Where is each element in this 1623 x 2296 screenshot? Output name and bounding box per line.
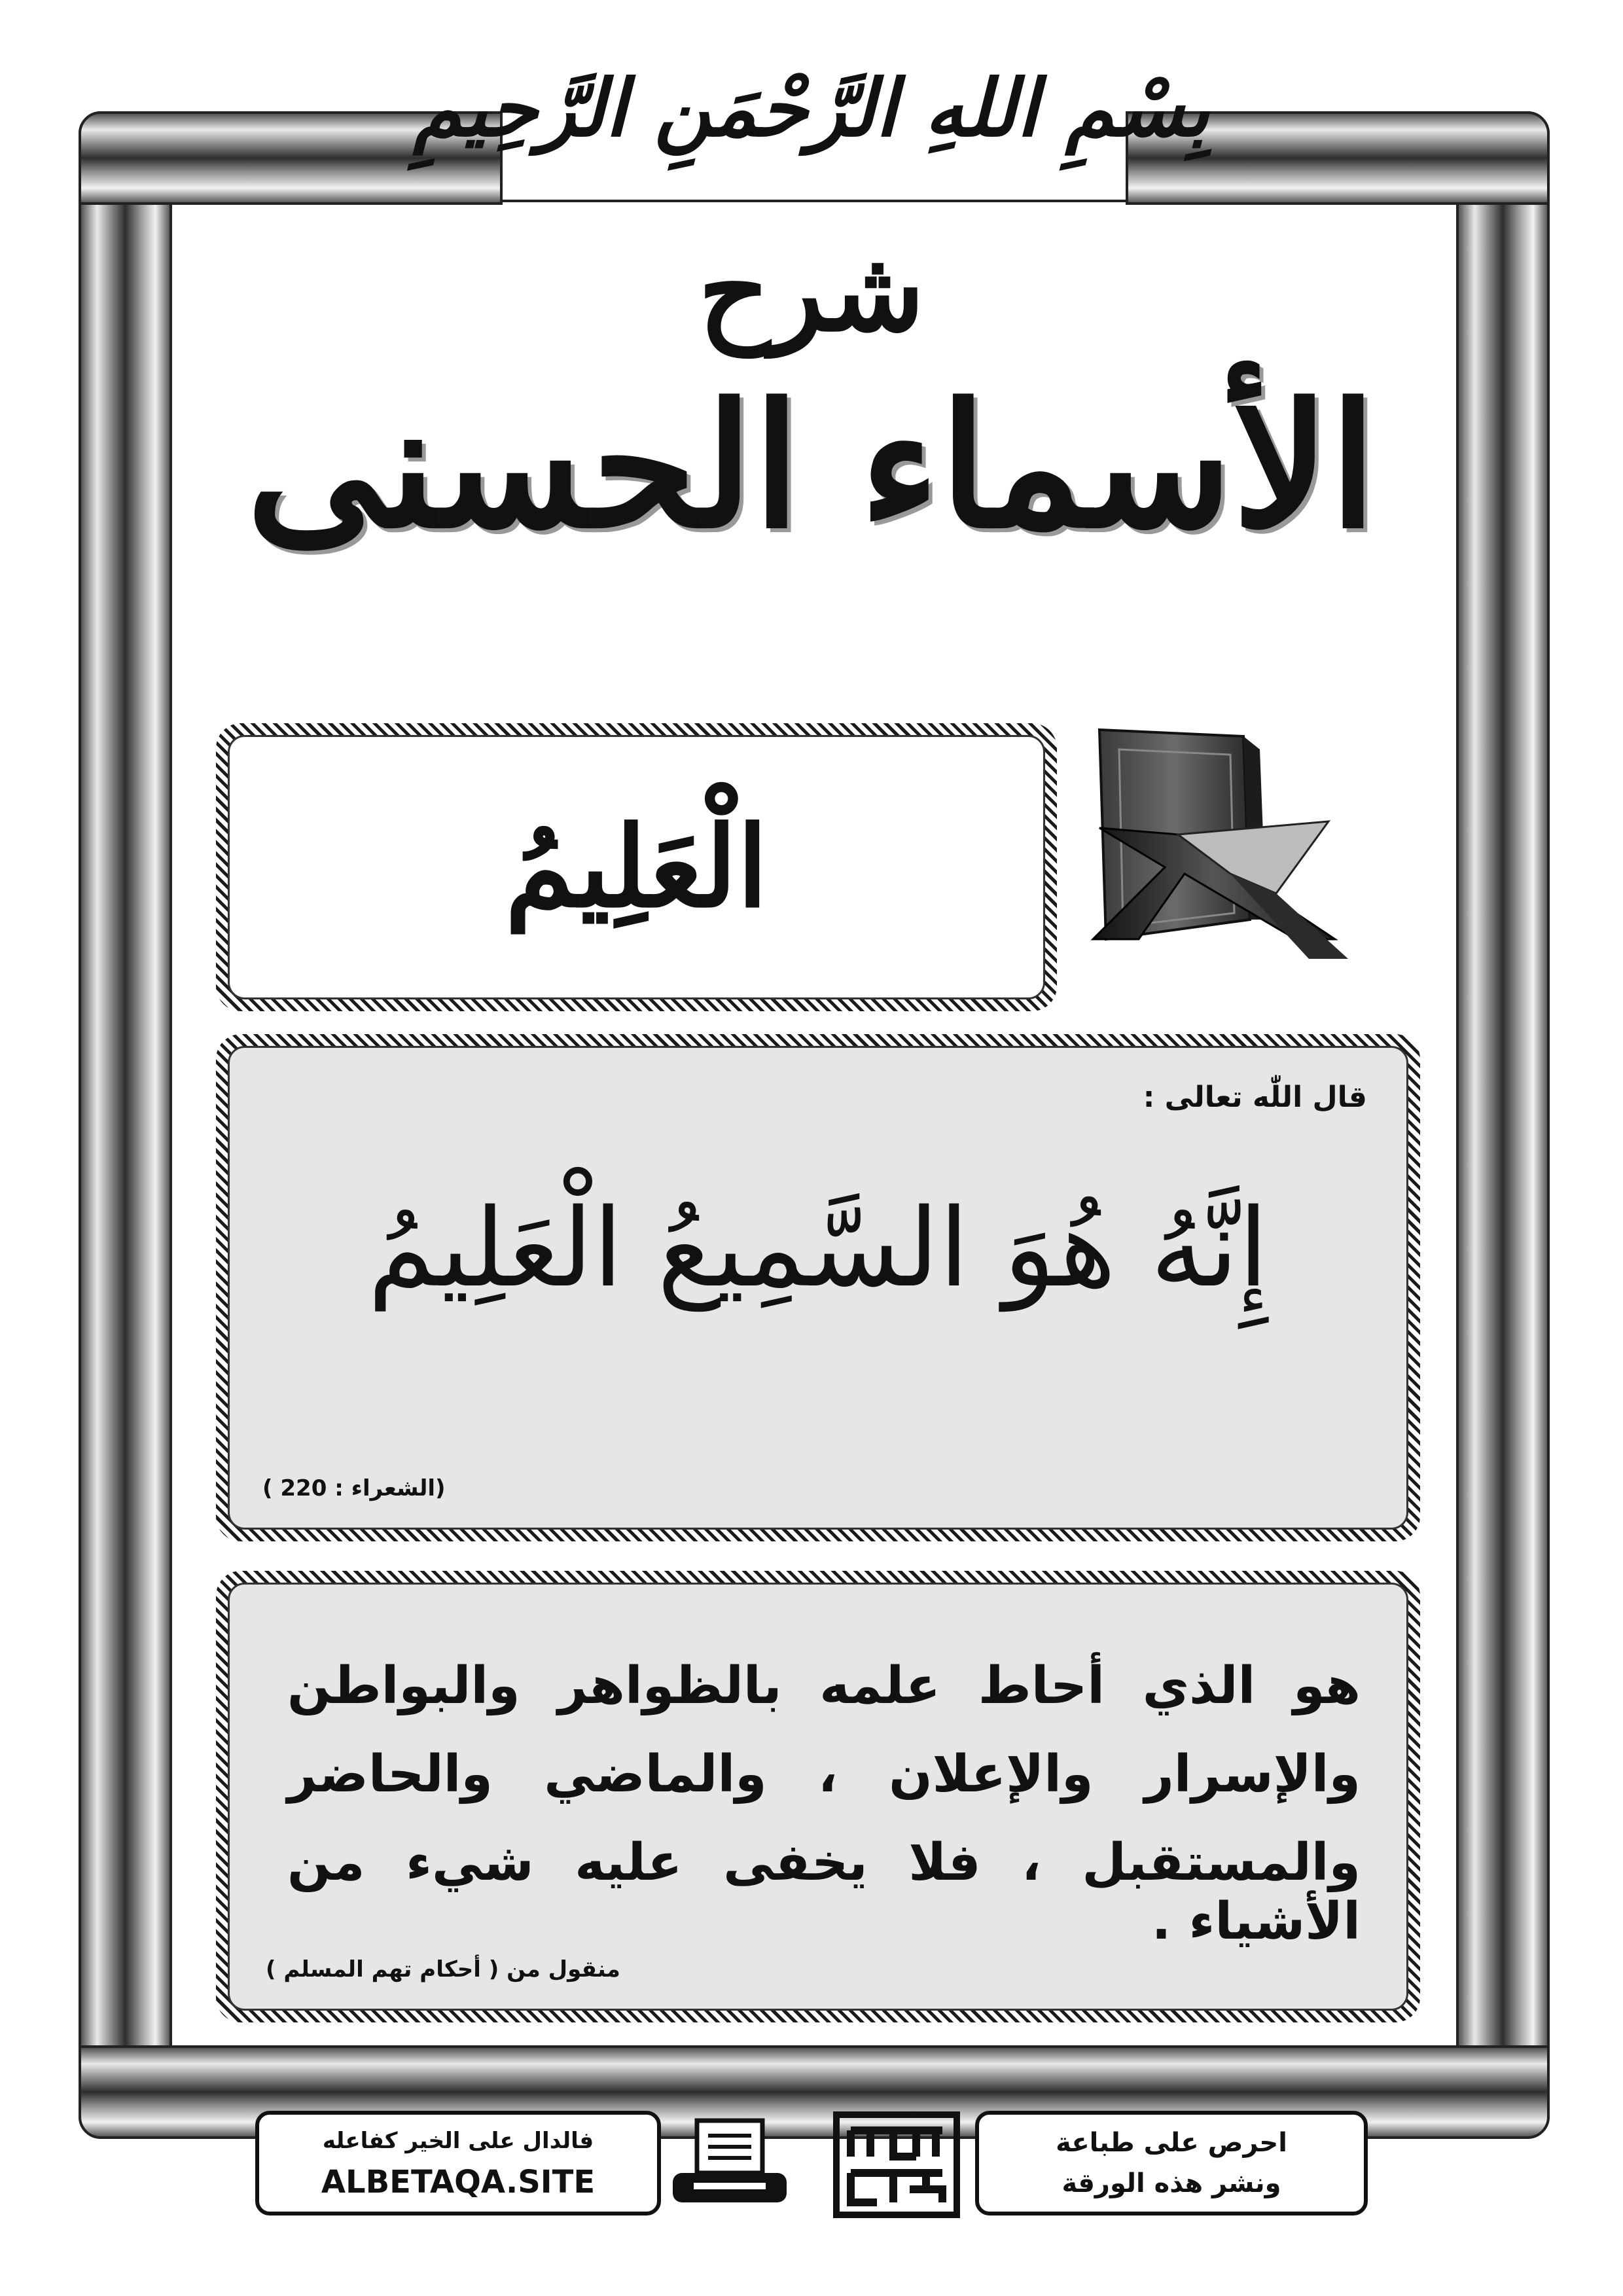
name-card xyxy=(216,723,1057,1011)
dawa-logo-icon xyxy=(831,2111,962,2219)
site-url[interactable]: ALBETAQA.SITE xyxy=(321,2164,596,2200)
print-reminder-line-1: احرص على طباعة xyxy=(1056,2128,1287,2158)
footer xyxy=(255,2111,1368,2222)
quran-verse: إِنَّهُ هُوَ السَّمِيعُ الْعَلِيمُ xyxy=(367,1185,1269,1311)
print-reminder-line-2: ونشر هذه الورقة xyxy=(1061,2168,1281,2198)
explanation-line: والمستقبل ، فلا يخفى عليه شيء من الأشياء . xyxy=(287,1833,1361,1951)
series-label: شرح xyxy=(698,226,925,357)
book-on-stand-icon xyxy=(1080,723,1355,1011)
basmala: بِسْمِ اللهِ الرَّحْمَنِ الرَّحِيمِ xyxy=(413,62,1210,154)
divine-name: الْعَلِيمُ xyxy=(505,802,768,933)
verse-intro: قال اللّٰه تعالى : xyxy=(1143,1081,1367,1114)
page-title: الأسماء الحسنى xyxy=(246,367,1377,566)
explanation-source: منقول من ( أحكام تهم المسلم ) xyxy=(266,1956,620,1982)
printer-icon xyxy=(668,2117,792,2215)
verse-card xyxy=(216,1034,1420,1541)
explanation-card xyxy=(216,1571,1420,2022)
explanation-line: والإسرار والإعلان ، والماضي والحاضر xyxy=(287,1745,1361,1804)
site-box xyxy=(255,2111,661,2215)
verse-reference: (الشعراء : 220 ) xyxy=(262,1475,446,1501)
site-slogan: فالدال على الخير كفاعله xyxy=(322,2128,594,2154)
explanation-line: هو الذي أحاط علمه بالظواهر والبواطن xyxy=(287,1657,1361,1715)
print-reminder-box xyxy=(975,2111,1368,2215)
